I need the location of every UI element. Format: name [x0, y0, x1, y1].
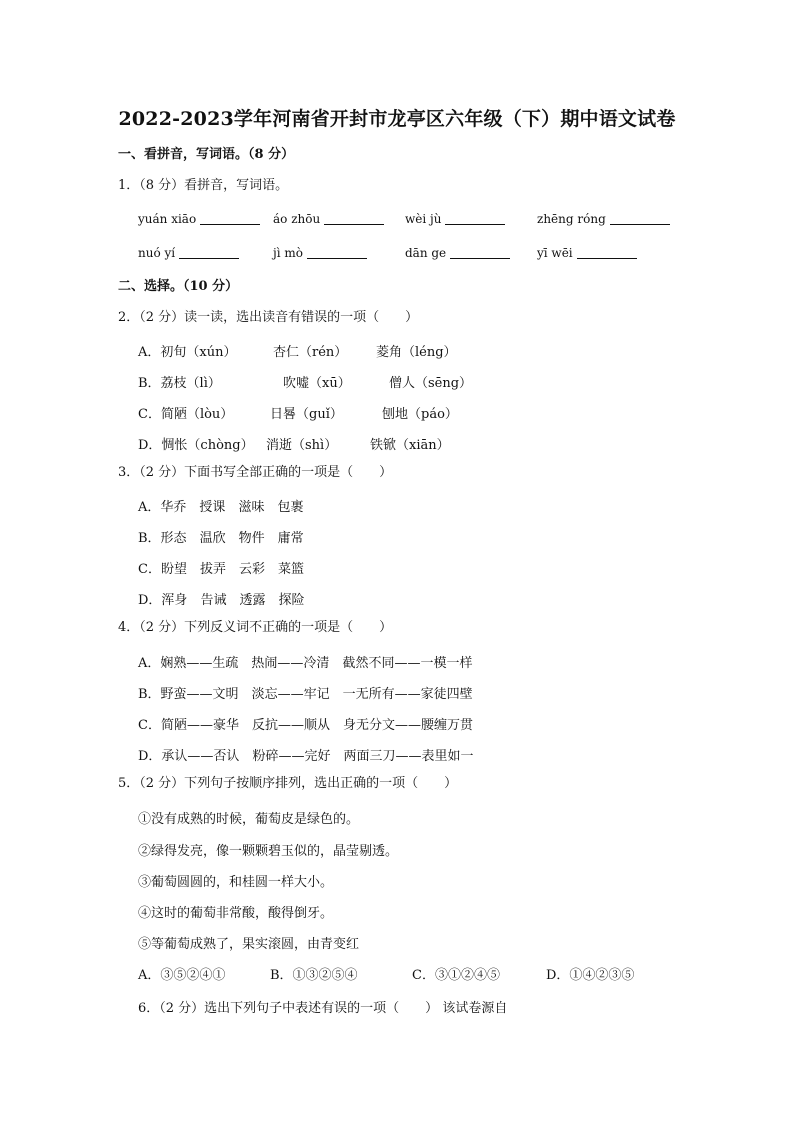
sentence-item: ①没有成熟的时候，葡萄皮是绿色的。: [138, 812, 360, 827]
pinyin-item: wèi jù: [405, 212, 505, 226]
question-4-stem: 4．（2 分）下列反义词不正确的一项是（ ）: [118, 620, 393, 635]
option-a[interactable]: A．娴熟——生疏 热闹——冷清 截然不同——一模一样: [138, 656, 473, 671]
option-b[interactable]: B．①③②⑤④: [270, 968, 358, 983]
option-b[interactable]: B．形态 温欣 物件 庸常: [138, 531, 304, 546]
option-c[interactable]: C．盼望 拔弄 云彩 菜篮: [138, 562, 305, 577]
pinyin-item: yuán xiāo: [138, 212, 260, 226]
answer-blank[interactable]: [445, 212, 505, 225]
option-d[interactable]: D．承认——否认 粉碎——完好 两面三刀——表里如一: [138, 749, 474, 764]
option-c[interactable]: C．③①②④⑤: [412, 968, 500, 983]
pinyin-item: jì mò: [273, 246, 367, 260]
sentence-item: ④这时的葡萄非常酸，酸得倒牙。: [138, 906, 334, 921]
section-heading-1: 一、看拼音，写词语。（8 分）: [118, 147, 295, 162]
option-a[interactable]: A．③⑤②④①: [138, 968, 226, 983]
option-b[interactable]: B．荔枝（lì）: [138, 376, 221, 391]
option-a-word: 菱角（léng）: [376, 345, 457, 360]
sentence-item: ⑤等葡萄成熟了，果实滚圆，由青变红: [138, 937, 360, 952]
answer-blank[interactable]: [610, 212, 670, 225]
pinyin-item: zhēng róng: [537, 212, 670, 226]
pinyin-item: yī wēi: [537, 246, 637, 260]
option-d[interactable]: D．惆怅（chòng）: [138, 438, 254, 453]
answer-blank[interactable]: [450, 246, 510, 259]
question-5-stem: 5．（2 分）下列句子按顺序排列，选出正确的一项（ ）: [118, 776, 458, 791]
answer-blank[interactable]: [324, 212, 384, 225]
question-2-stem: 2．（2 分）读一读，选出读音有错误的一项（ ）: [118, 310, 419, 325]
option-d-word: 铁锨（xiān）: [370, 438, 450, 453]
option-d-word: 消逝（shì）: [266, 438, 338, 453]
option-a[interactable]: A．初旬（xún）: [138, 345, 237, 360]
sentence-item: ③葡萄圆圆的，和桂圆一样大小。: [138, 875, 334, 890]
option-c-word: 日晷（guǐ）: [270, 407, 343, 422]
option-b[interactable]: B．野蛮——文明 淡忘——牢记 一无所有——家徒四壁: [138, 687, 473, 702]
exam-title: 2022-2023学年河南省开封市龙亭区六年级（下）期中语文试卷: [118, 108, 676, 130]
pinyin-item: áo zhōu: [273, 212, 384, 226]
question-3-stem: 3．（2 分）下面书写全部正确的一项是（ ）: [118, 465, 393, 480]
option-d[interactable]: D．浑身 告诫 透露 探险: [138, 593, 305, 608]
option-a-word: 杏仁（rén）: [273, 345, 348, 360]
question-1-stem: 1．（8 分）看拼音，写词语。: [118, 178, 289, 193]
question-6-stem: 6．（2 分）选出下列句子中表述有误的一项（ ） 该试卷源自: [138, 1001, 508, 1016]
section-heading-2: 二、选择。（10 分）: [118, 279, 239, 294]
pinyin-item: nuó yí: [138, 246, 239, 260]
pinyin-item: dān ge: [405, 246, 510, 260]
option-b-word: 吹嘘（xū）: [283, 376, 351, 391]
option-b-word: 僧人（sēng）: [389, 376, 473, 391]
option-d[interactable]: D．①④②③⑤: [546, 968, 635, 983]
answer-blank[interactable]: [577, 246, 637, 259]
sentence-item: ②绿得发亮，像一颗颗碧玉似的，晶莹剔透。: [138, 844, 399, 859]
answer-blank[interactable]: [307, 246, 367, 259]
answer-blank[interactable]: [179, 246, 239, 259]
option-c[interactable]: C．简陋——豪华 反抗——顺从 身无分文——腰缠万贯: [138, 718, 474, 733]
source-note: 该试卷源自: [442, 1001, 508, 1016]
option-c-word: 刨地（páo）: [382, 407, 458, 422]
option-a[interactable]: A．华乔 授课 滋味 包裹: [138, 500, 304, 515]
answer-blank[interactable]: [200, 212, 260, 225]
option-c[interactable]: C．简陋（lòu）: [138, 407, 234, 422]
